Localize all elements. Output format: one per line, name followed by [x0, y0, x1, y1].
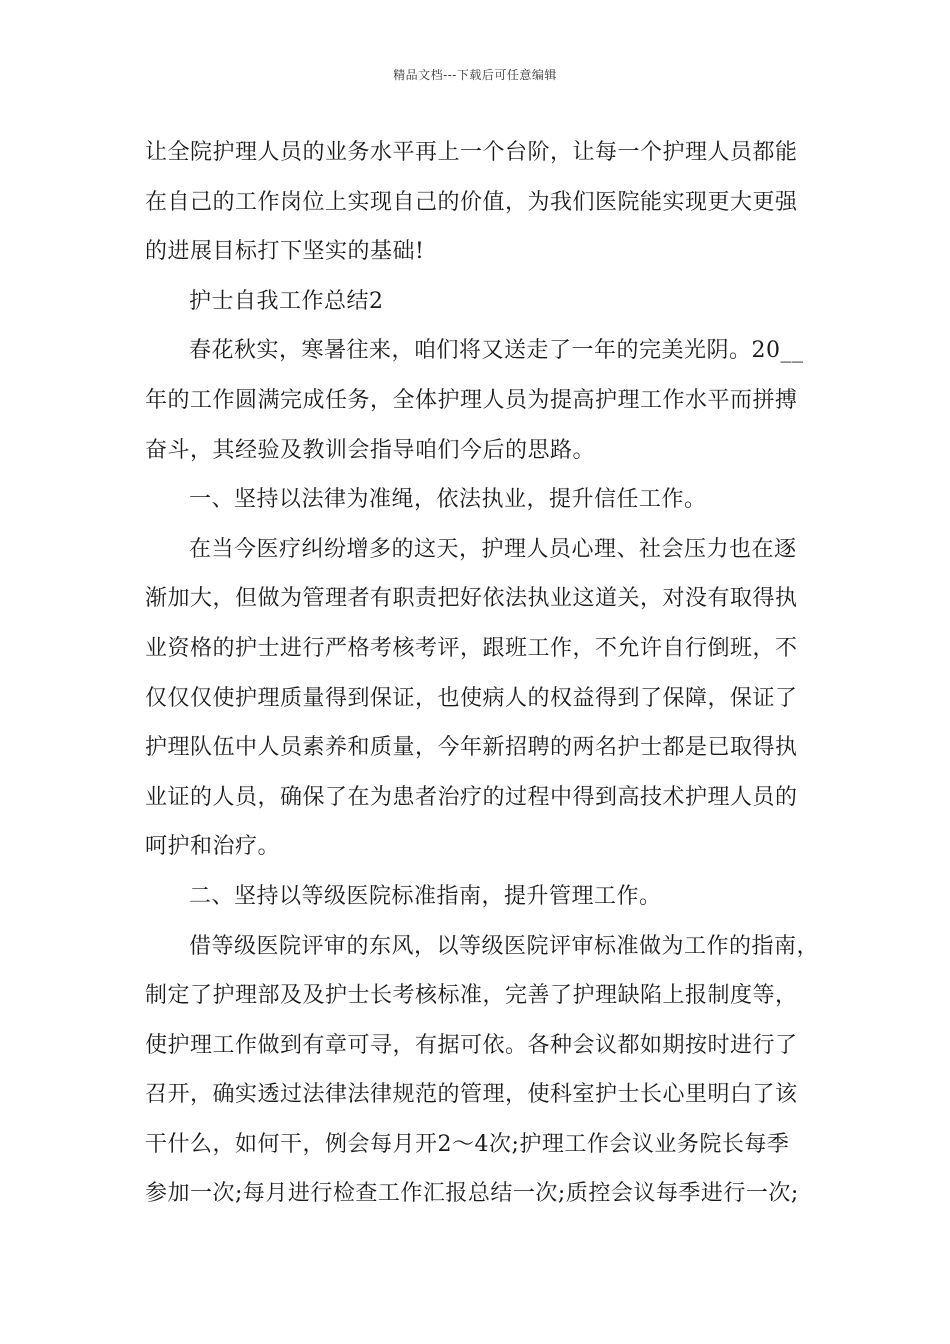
text-line: 春花秋实，寒暑往来，咱们将又送走了一年的完美光阴。20__: [189, 338, 804, 364]
text-line: 一、坚持以法律为准绳，依法执业，提升信任工作。: [189, 487, 707, 513]
text-line: 呵护和治疗。: [145, 834, 281, 860]
page-header: 精品文档---下载后可任意编辑: [393, 68, 557, 82]
text-line: 业证的人员，确保了在为患者治疗的过程中得到高技术护理人员的: [145, 784, 798, 810]
text-line: 让全院护理人员的业务水平再上一个台阶，让每一个护理人员都能: [145, 140, 798, 165]
document-body: [145, 128, 820, 1219]
text-line: 护士自我工作总结2: [189, 288, 384, 314]
text-line: 使护理工作做到有章可寻，有据可依。各种会议都如期按时进行了: [145, 1032, 798, 1058]
text-line: 护理队伍中人员素养和质量，今年新招聘的两名护士都是已取得执: [145, 735, 798, 761]
text-line: 渐加大，但做为管理者有职责把好依法执业这道关，对没有取得执: [145, 586, 798, 612]
text-line: 业资格的护士进行严格考核考评，跟班工作，不允许自行倒班，不: [145, 635, 798, 661]
text-line: 仅仅仅使护理质量得到保证，也使病人的权益得到了保障，保证了: [145, 685, 798, 711]
text-line: 二、坚持以等级医院标准指南，提升管理工作。: [189, 883, 662, 909]
text-line: 在当今医疗纠纷增多的这天，护理人员心理、社会压力也在逐: [189, 536, 797, 562]
text-line: 制定了护理部及及护士长考核标准，完善了护理缺陷上报制度等，: [145, 983, 798, 1009]
text-line: 的进展目标打下坚实的基础!: [145, 239, 425, 265]
text-line: 在自己的工作岗位上实现自己的价值，为我们医院能实现更大更强: [145, 189, 798, 215]
text-line: 召开，确实透过法律法律规范的管理，使科室护士长心里明白了该: [145, 1082, 798, 1108]
text-line: 奋斗，其经验及教训会指导咱们今后的思路。: [145, 437, 596, 463]
text-line: 借等级医院评审的东风，以等级医院评审标准做为工作的指南，: [189, 933, 820, 959]
text-line: 年的工作圆满完成任务，全体护理人员为提高护理工作水平而拼搏: [145, 387, 798, 413]
text-line: 干什么，如何干，例会每月开2～4次;护理工作会议业务院长每季: [145, 1131, 790, 1157]
text-line: 参加一次;每月进行检查工作汇报总结一次;质控会议每季进行一次;: [145, 1181, 799, 1207]
